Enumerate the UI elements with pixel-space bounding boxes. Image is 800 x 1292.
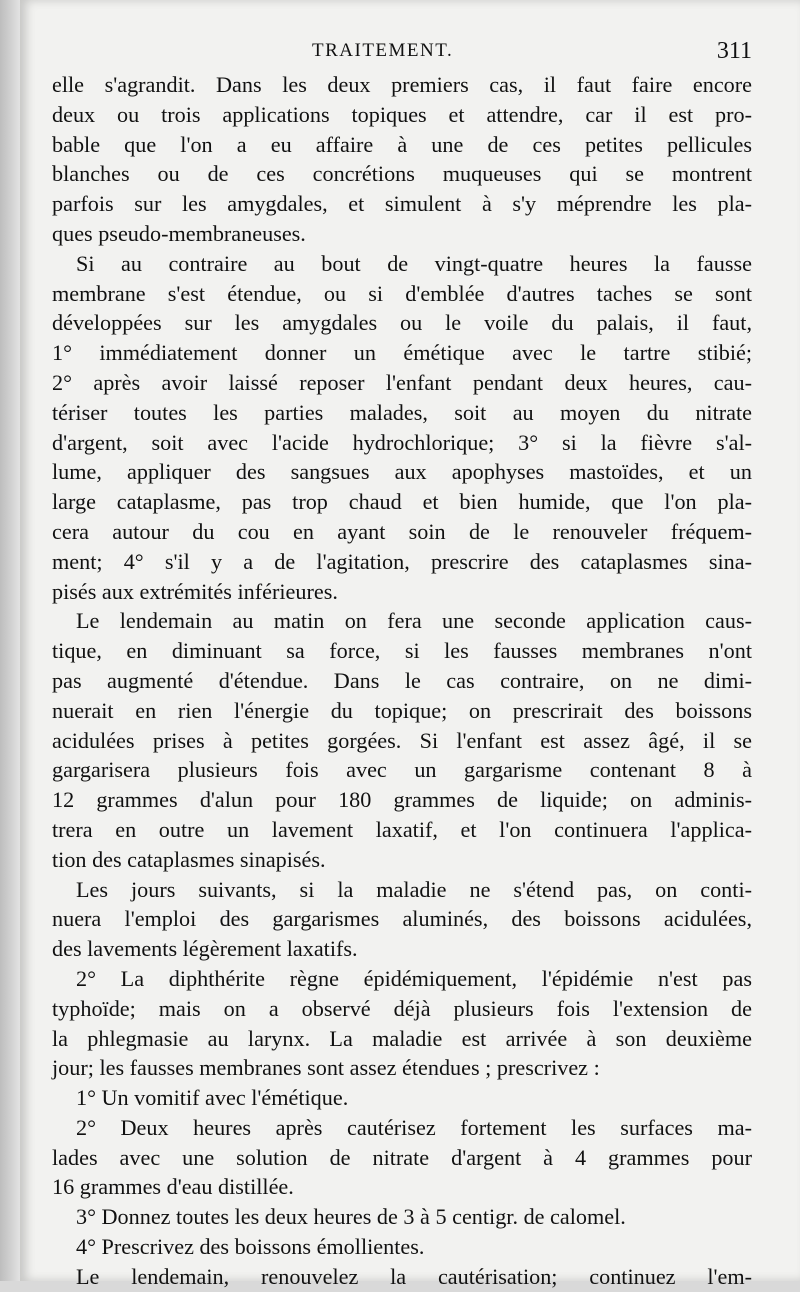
text-line: jour; les fausses membranes sont assez étendues ; prescrivez : xyxy=(52,1055,600,1081)
text-line: deux ou trois applications topiques et attendre, car il est pro- xyxy=(52,101,752,127)
text-line: acidulées prises à petites gorgées. Si l'enfant est assez âgé, il se xyxy=(52,727,752,753)
text-line: Le lendemain, renouvelez la cautérisation; continuez l'em- xyxy=(76,1263,752,1289)
text-line: des lavements légèrement laxatifs. xyxy=(52,936,358,962)
text-line: 2° La diphthérite règne épidémiquement, l'épidémie n'est pas xyxy=(76,965,752,991)
text-line: ment; 4° s'il y a de l'agitation, prescrire des cataplasmes sina- xyxy=(52,548,752,574)
text-line: tion des cataplasmes sinapisés. xyxy=(52,846,326,872)
page-gutter-shadow xyxy=(0,0,22,1281)
text-line: nuerait en rien l'énergie du topique; on prescrirait des boissons xyxy=(52,697,752,723)
body-text xyxy=(52,70,752,1292)
text-line: typhoïde; mais on a observé déjà plusieurs fois l'extension de xyxy=(52,995,752,1021)
running-title: TRAITEMENT. xyxy=(312,40,454,61)
text-line: 12 grammes d'alun pour 180 grammes de liquide; on adminis- xyxy=(52,787,752,813)
paragraph xyxy=(52,964,752,1083)
paragraph xyxy=(52,1113,752,1202)
text-line: pas augmenté d'étendue. Dans le cas contraire, on ne dimi- xyxy=(52,667,752,693)
text-line: large cataplasme, pas trop chaud et bien humide, que l'on pla- xyxy=(52,489,752,515)
text-line: membrane s'est étendue, ou si d'emblée d'autres taches se sont xyxy=(52,280,752,306)
paragraph xyxy=(52,1232,752,1262)
text-line: trera en outre un lavement laxatif, et l'on continuera l'applica- xyxy=(52,816,752,842)
page-header xyxy=(52,38,760,72)
text-line: tique, en diminuant sa force, si les fausses membranes n'ont xyxy=(52,638,752,664)
text-line: 16 grammes d'eau distillée. xyxy=(52,1174,294,1200)
text-line: pisés aux extrémités inférieures. xyxy=(52,578,338,604)
paragraph xyxy=(52,1262,752,1292)
text-line: Les jours suivants, si la maladie ne s'étend pas, on conti- xyxy=(76,876,752,902)
paragraph xyxy=(52,249,752,607)
page-number: 311 xyxy=(716,38,752,64)
text-line: la phlegmasie au larynx. La maladie est arrivée à son deuxième xyxy=(52,1025,752,1051)
text-line: gargarisera plusieurs fois avec un gargarisme contenant 8 à xyxy=(52,757,752,783)
paragraph xyxy=(52,606,752,874)
text-line: tériser toutes les parties malades, soit au moyen du nitrate xyxy=(52,399,752,425)
paragraph xyxy=(52,1083,752,1113)
text-line: ques pseudo-membraneuses. xyxy=(52,220,306,246)
text-line: nuera l'emploi des gargarismes aluminés, des boissons acidulées, xyxy=(52,906,752,932)
text-line: 2° Deux heures après cautérisez fortement les surfaces ma- xyxy=(76,1114,752,1140)
text-line: parfois sur les amygdales, et simulent à s'y méprendre les pla- xyxy=(52,191,752,217)
paragraph xyxy=(52,875,752,964)
paragraph xyxy=(52,70,752,249)
text-line: elle s'agrandit. Dans les deux premiers cas, il faut faire encore xyxy=(52,72,752,97)
text-line: d'argent, soit avec l'acide hydrochlorique; 3° si la fièvre s'al- xyxy=(52,429,752,455)
text-line: lades avec une solution de nitrate d'argent à 4 grammes pour xyxy=(52,1144,752,1170)
text-line: Si au contraire au bout de vingt-quatre heures la fausse xyxy=(76,250,752,276)
text-line: cera autour du cou en ayant soin de le renouveler fréquem- xyxy=(52,518,752,544)
text-line: 1° immédiatement donner un émétique avec le tartre stibié; xyxy=(52,340,752,366)
text-line: bable que l'on a eu affaire à une de ces petites pellicules xyxy=(52,131,752,157)
paragraph xyxy=(52,1202,752,1232)
text-line: blanches ou de ces concrétions muqueuses qui se montrent xyxy=(52,161,752,187)
text-line: Le lendemain au matin on fera une seconde application caus- xyxy=(76,608,752,634)
text-line: 3° Donnez toutes les deux heures de 3 à 5 centigr. de calomel. xyxy=(76,1204,626,1230)
text-line: lume, appliquer des sangsues aux apophyses mastoïdes, et un xyxy=(52,459,752,485)
text-line: 1° Un vomitif avec l'émétique. xyxy=(76,1085,349,1111)
text-line: 4° Prescrivez des boissons émollientes. xyxy=(76,1234,425,1260)
text-line: 2° après avoir laissé reposer l'enfant pendant deux heures, cau- xyxy=(52,369,752,395)
text-line: développées sur les amygdales ou le voile du palais, il faut, xyxy=(52,310,752,336)
